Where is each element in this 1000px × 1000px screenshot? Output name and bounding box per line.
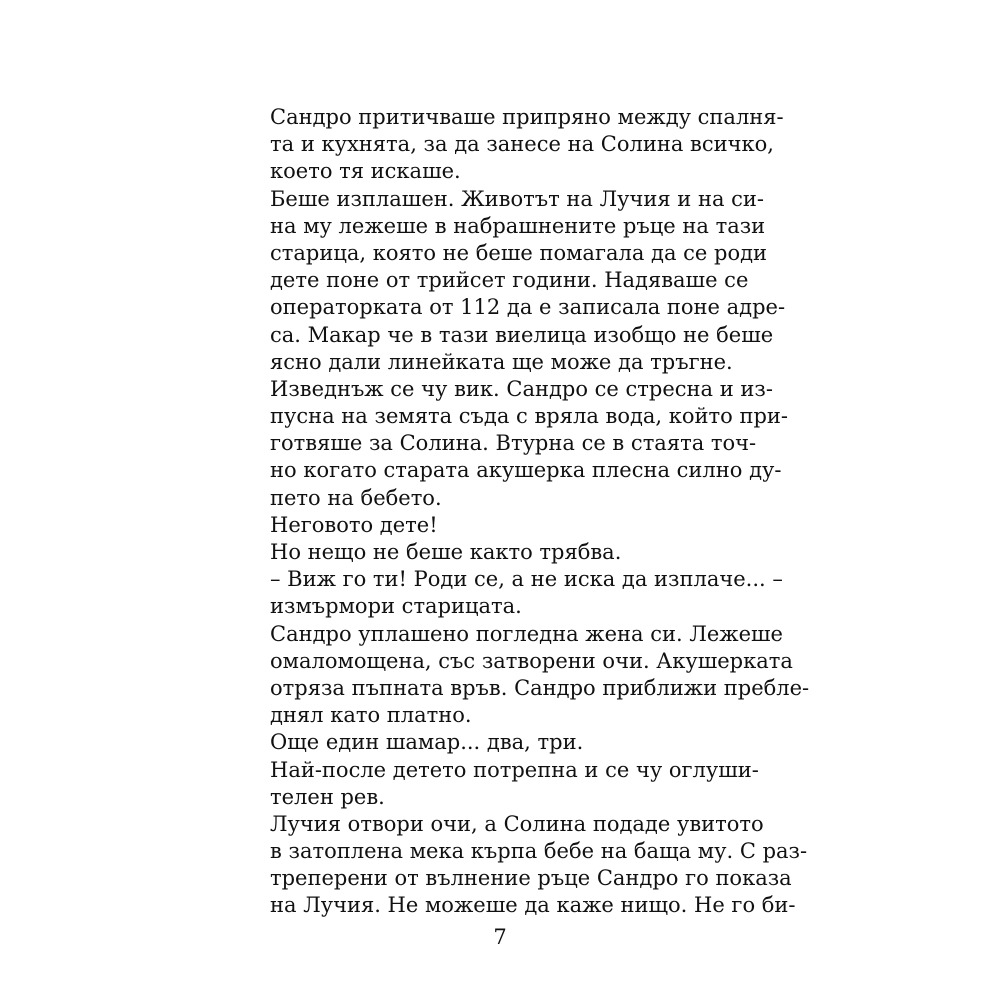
text-line: отряза пъпната връв. Сандро приближи пребле- [270, 675, 810, 700]
text-line: омаломощена, със затворени очи. Акушерката [270, 648, 793, 673]
text-line: треперени от вълнение ръце Сандро го показа [270, 866, 792, 891]
text-line: на му лежеше в набрашнените ръце на тази [270, 213, 766, 238]
text-line: ясно дали линейката ще може да тръгне. [270, 349, 733, 374]
text-line: но когато старата акушерка плесна силно ду- [270, 458, 782, 483]
page-number: 7 [493, 925, 507, 949]
text-line: Неговото дете! [270, 512, 438, 537]
text-line: Но нещо не беше както трябва. [270, 540, 622, 564]
text-line: телен рев. [270, 784, 385, 809]
text-line: старица, която не беше помагала да се роди [270, 240, 768, 265]
text-line: на Лучия. Не можеше да каже нищо. Не го би- [270, 893, 796, 918]
text-line: което тя искаше. [270, 159, 461, 184]
text-line: пето на бебето. [270, 485, 442, 510]
text-line: Най-после детето потрепна и се чу оглуши- [270, 757, 759, 782]
text-line: операторката от 112 да е записала поне адре- [270, 295, 786, 320]
text-line: Сандро уплашено погледна жена си. Лежеше [270, 621, 783, 646]
text-line: днял като платно. [270, 703, 472, 728]
text-line: в затоплена мека кърпа бебе на баща му. С раз- [270, 839, 808, 864]
text-line: готвяше за Солина. Втурна се в стаята точ- [270, 431, 757, 456]
text-line: пусна на земята съда с вряла вода, който при- [270, 404, 789, 429]
text-line: са. Макар че в тази виелица изобщо не беше [270, 322, 774, 347]
text-line: – Виж го ти! Роди се, а не иска да изплаче... – [270, 567, 783, 592]
text-line: Още един шамар... два, три. [270, 730, 584, 755]
text-line: дете поне от трийсет години. Надяваше се [270, 268, 749, 293]
text-line: та и кухнята, за да занесе на Солина всичко, [270, 132, 774, 157]
body-text [270, 104, 810, 920]
text-line: Изведнъж се чу вик. Сандро се стресна и из- [270, 376, 773, 401]
text-line: измърмори старицата. [270, 594, 522, 619]
text-line: Лучия отвори очи, а Солина подаде увитото [270, 811, 764, 836]
text-line: Сандро притичваше припряно между спалня- [270, 105, 784, 129]
text-line: Беше изплашен. Животът на Лучия и на си- [270, 186, 765, 211]
